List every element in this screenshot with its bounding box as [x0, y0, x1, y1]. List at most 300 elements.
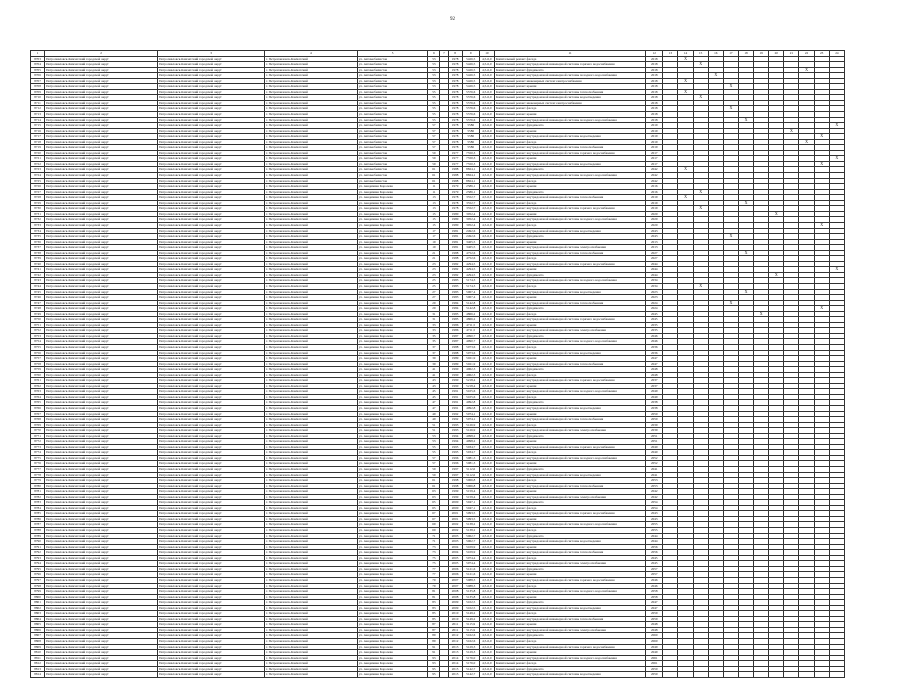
table-cell: 8763 — [31, 389, 45, 395]
table-cell: 1980 — [448, 222, 462, 228]
table-cell: ул. Академика Королева — [357, 539, 428, 545]
table-cell: ул. Академика Королева — [357, 267, 428, 273]
table-cell: Петропавловск-Камчатский городской округ — [158, 228, 265, 234]
table-cell: 5073,6 — [462, 344, 479, 350]
table-cell: г. Петропавловск-Камчатский — [264, 589, 357, 595]
table-cell: г. Петропавловск-Камчатский — [264, 533, 357, 539]
table-cell: 1982 — [448, 261, 462, 267]
table-cell: 2046 — [646, 339, 663, 345]
table-cell: г. Петропавловск-Камчатский — [264, 505, 357, 511]
table-cell: 4,5-6,0 — [479, 178, 494, 184]
table-cell: Капитальный ремонт фасада — [494, 555, 645, 561]
table-cell: Капитальный ремонт внутридомовой инженерной системы водоотведения — [494, 539, 645, 545]
table-cell: 2043 — [646, 228, 663, 234]
table-cell: 75 — [428, 561, 440, 567]
mark-cell — [769, 672, 784, 678]
table-cell: 2040 — [646, 444, 663, 450]
mark-cell — [663, 672, 678, 678]
table-cell: Петропавловск-Камчатский городской округ — [45, 378, 158, 384]
table-cell: 4,5-6,0 — [479, 84, 494, 90]
table-cell: 8824,1 — [462, 167, 479, 173]
table-cell: Петропавловск-Камчатский городской округ — [45, 112, 158, 118]
table-cell: Капитальный ремонт фасада — [494, 661, 645, 667]
table-cell: 77 — [428, 566, 440, 572]
table-cell: 1989 — [448, 361, 462, 367]
table-cell: ул. Академика Королева — [357, 339, 428, 345]
table-cell: 8703 — [31, 56, 45, 62]
table-cell: Петропавловск-Камчатский городской округ — [45, 89, 158, 95]
table-cell: 4,5-6,0 — [479, 62, 494, 68]
table-cell: 1982 — [448, 272, 462, 278]
table-cell: 4752,6 — [462, 256, 479, 262]
column-header: 7 — [440, 51, 448, 57]
table-cell: 2020 — [646, 217, 663, 223]
table-cell: 4990,7 — [462, 339, 479, 345]
table-cell: Петропавловск-Камчатский городской округ — [158, 383, 265, 389]
table-cell: ул. Академика Королева — [357, 289, 428, 295]
table-cell: 8806 — [31, 627, 45, 633]
table-cell: 8799 — [31, 589, 45, 595]
table-cell: г. Петропавловск-Камчатский — [264, 95, 357, 101]
table-cell: 5121,6 — [462, 566, 479, 572]
table-cell: 5586 — [462, 128, 479, 134]
table-cell: 1994 — [448, 433, 462, 439]
table-cell: Петропавловск-Камчатский городской округ — [158, 483, 265, 489]
table-cell: ул. Автомобилистов — [357, 156, 428, 162]
table-cell: 4,5-6,0 — [479, 73, 494, 79]
table-cell: 5142,7 — [462, 672, 479, 678]
table-cell: 59 — [428, 467, 440, 473]
table-cell: 5093,5 — [462, 516, 479, 522]
table-cell: 49 — [428, 417, 440, 423]
table-cell: г. Петропавловск-Камчатский — [264, 261, 357, 267]
table-cell: 4,5-6,0 — [479, 173, 494, 179]
table-cell: Петропавловск-Камчатский городской округ — [158, 195, 265, 201]
table-cell: 8769 — [31, 422, 45, 428]
mark-cell — [723, 672, 738, 678]
table-cell: 2492,6 — [462, 234, 479, 240]
table-cell: 29 — [428, 306, 440, 312]
table-cell: Капитальный ремонт фундамента — [494, 189, 645, 195]
table-cell: Петропавловск-Камчатский городской округ — [158, 356, 265, 362]
table-cell: Петропавловск-Камчатский городской округ — [158, 250, 265, 256]
table-cell: 1978 — [448, 78, 462, 84]
table-cell: ул. Академика Королева — [357, 522, 428, 528]
table-cell: 2009 — [448, 605, 462, 611]
table-cell: 2014 — [448, 655, 462, 661]
table-cell: 81 — [428, 594, 440, 600]
table-cell: ул. Академика Королева — [357, 555, 428, 561]
table-cell: Петропавловск-Камчатский городской округ — [45, 472, 158, 478]
table-cell: Петропавловск-Камчатский городской округ — [158, 278, 265, 284]
table-cell: 1978 — [448, 100, 462, 106]
mark-cell: X — [693, 283, 708, 289]
mark-cell: X — [723, 84, 738, 90]
table-cell: 8810 — [31, 650, 45, 656]
table-cell: г. Петропавловск-Камчатский — [264, 117, 357, 123]
table-cell: 5074,1 — [462, 417, 479, 423]
table-cell: г. Петропавловск-Камчатский — [264, 361, 357, 367]
table-cell: 1990 — [448, 367, 462, 373]
table-cell: 5109,9 — [462, 544, 479, 550]
table-cell: г. Петропавловск-Камчатский — [264, 516, 357, 522]
table-cell: ул. Автомобилистов — [357, 84, 428, 90]
table-cell: 8729 — [31, 200, 45, 206]
table-cell: Капитальный ремонт внутридомовой инженерной системы теплоснабжения — [494, 550, 645, 556]
table-cell: 4,5-6,0 — [479, 100, 494, 106]
table-cell: ул. Академика Королева — [357, 295, 428, 301]
table-cell: Петропавловск-Камчатский городской округ — [158, 344, 265, 350]
table-cell: Петропавловск-Камчатский городской округ — [158, 666, 265, 672]
table-cell: 21 — [428, 250, 440, 256]
table-cell: ул. Академика Королева — [357, 195, 428, 201]
table-cell: Петропавловск-Камчатский городской округ — [158, 661, 265, 667]
mark-cell: X — [814, 222, 829, 228]
table-cell: 2039 — [646, 422, 663, 428]
table-cell: Капитальный ремонт внутридомовой инженерной системы холодного водоснабжения — [494, 655, 645, 661]
table-cell: 1997 — [448, 472, 462, 478]
table-cell: 8798 — [31, 583, 45, 589]
table-cell: 8713 — [31, 112, 45, 118]
table-cell: Петропавловск-Камчатский городской округ — [158, 173, 265, 179]
table-cell: ул. Академика Королева — [357, 300, 428, 306]
table-cell: Петропавловск-Камчатский городской округ — [158, 67, 265, 73]
table-cell: 4,5-6,0 — [479, 56, 494, 62]
table-cell: Петропавловск-Камчатский городской округ — [158, 655, 265, 661]
table-cell: 4,5-6,0 — [479, 367, 494, 373]
table-cell: 2053 — [646, 478, 663, 484]
table-cell: 5021,9 — [462, 356, 479, 362]
table-cell: г. Петропавловск-Камчатский — [264, 494, 357, 500]
table-cell: ул. Академика Королева — [357, 361, 428, 367]
table-cell: 2045 — [646, 555, 663, 561]
table-cell: 5112,6 — [462, 467, 479, 473]
table-cell: 8706 — [31, 73, 45, 79]
table-cell: Петропавловск-Камчатский городской округ — [45, 589, 158, 595]
table-cell: 2046 — [646, 577, 663, 583]
table-cell: 15 — [428, 217, 440, 223]
table-cell: Петропавловск-Камчатский городской округ — [45, 161, 158, 167]
table-cell: 8792 — [31, 550, 45, 556]
table-cell: 2037 — [646, 383, 663, 389]
table-cell: Петропавловск-Камчатский городской округ — [158, 555, 265, 561]
table-cell: 1994 — [448, 439, 462, 445]
table-cell: 4,5-6,0 — [479, 234, 494, 240]
table-cell: 4,5-6,0 — [479, 422, 494, 428]
table-cell: г. Петропавловск-Камчатский — [264, 644, 357, 650]
table-cell: Петропавловск-Камчатский городской округ — [158, 611, 265, 617]
table-cell: Капитальный ремонт крыши — [494, 594, 645, 600]
table-cell: 2044 — [646, 533, 663, 539]
table-cell: 4,5-6,0 — [479, 239, 494, 245]
table-cell: 23 — [428, 261, 440, 267]
table-cell: ул. Академика Королева — [357, 234, 428, 240]
table-cell: ул. Академика Королева — [357, 406, 428, 412]
table-cell: Петропавловск-Камчатский городской округ — [45, 189, 158, 195]
table-cell: Петропавловск-Камчатский городской округ — [158, 455, 265, 461]
table-cell: 4,5-6,0 — [479, 467, 494, 473]
table-cell: Петропавловск-Камчатский городской округ — [158, 150, 265, 156]
table-cell: 57 — [428, 134, 440, 140]
column-header: 1 — [31, 51, 45, 57]
table-cell: 4,5-6,0 — [479, 117, 494, 123]
table-cell: ул. Автомобилистов — [357, 112, 428, 118]
table-cell: Петропавловск-Камчатский городской округ — [158, 178, 265, 184]
table-cell: г. Петропавловск-Камчатский — [264, 106, 357, 112]
table-cell: Капитальный ремонт внутридомовой инженерной системы водоотведения — [494, 350, 645, 356]
table-cell: 8734 — [31, 228, 45, 234]
table-cell: г. Петропавловск-Камчатский — [264, 222, 357, 228]
table-cell: 2058 — [646, 594, 663, 600]
table-cell: 4,5-6,0 — [479, 295, 494, 301]
table-cell: ул. Автомобилистов — [357, 128, 428, 134]
table-cell: 5176,0 — [462, 661, 479, 667]
table-cell: 2002 — [448, 522, 462, 528]
table-cell: 8765 — [31, 400, 45, 406]
table-cell: 4,5-6,0 — [479, 478, 494, 484]
table-cell: 8749 — [31, 311, 45, 317]
table-cell: 2049 — [646, 650, 663, 656]
table-cell: 4,5-6,0 — [479, 139, 494, 145]
table-cell: Капитальный ремонт фундамента — [494, 467, 645, 473]
table-cell: 4,5-6,0 — [479, 577, 494, 583]
table-cell: 4,5-6,0 — [479, 566, 494, 572]
table-cell: Петропавловск-Камчатский городской округ — [158, 472, 265, 478]
table-cell: Капитальный ремонт внутридомовой инженерной системы горячего водоснабжения — [494, 378, 645, 384]
table-cell: ул. Академика Королева — [357, 239, 428, 245]
table-cell: г. Петропавловск-Камчатский — [264, 78, 357, 84]
table-cell: 8727 — [31, 189, 45, 195]
table-cell: Петропавловск-Камчатский городской округ — [158, 583, 265, 589]
table-cell: 2586,1 — [462, 189, 479, 195]
table-cell: 1983 — [448, 278, 462, 284]
table-cell: 83 — [428, 600, 440, 606]
table-cell: Капитальный ремонт внутридомовой инженерной системы холодного водоснабжения — [494, 73, 645, 79]
table-cell: 71 — [428, 539, 440, 545]
table-cell: г. Петропавловск-Камчатский — [264, 256, 357, 262]
table-cell: 2057 — [646, 566, 663, 572]
table-cell: 5576,6 — [462, 106, 479, 112]
table-cell: Петропавловск-Камчатский городской округ — [158, 516, 265, 522]
table-cell: 53 — [428, 433, 440, 439]
table-cell: 4,5-6,0 — [479, 561, 494, 567]
table-cell: ул. Автомобилистов — [357, 117, 428, 123]
table-cell: 8803 — [31, 611, 45, 617]
table-cell: 2059 — [646, 611, 663, 617]
table-cell: ул. Академика Королева — [357, 261, 428, 267]
table-cell: ул. Автомобилистов — [357, 167, 428, 173]
table-cell: 8757 — [31, 356, 45, 362]
table-cell: 31 — [428, 311, 440, 317]
table-cell: 4,5-6,0 — [479, 156, 494, 162]
table-cell: 3052,4 — [462, 211, 479, 217]
table-cell: 2001 — [448, 516, 462, 522]
table-cell: 1996 — [448, 461, 462, 467]
table-cell: Петропавловск-Камчатский городской округ — [158, 112, 265, 118]
table-cell: Капитальный ремонт внутридомовой инженерной системы теплоснабжения — [494, 361, 645, 367]
table-cell: 4,5-6,0 — [479, 522, 494, 528]
table-cell: 4,5-6,0 — [479, 411, 494, 417]
table-cell: 4,5-6,0 — [479, 89, 494, 95]
table-cell: 37 — [428, 344, 440, 350]
table-cell: ул. Академика Королева — [357, 533, 428, 539]
table-cell: Петропавловск-Камчатский городской округ — [45, 439, 158, 445]
table-cell: Петропавловск-Камчатский городской округ — [158, 505, 265, 511]
table-cell: 1983 — [448, 295, 462, 301]
table-cell: 4,5-6,0 — [479, 661, 494, 667]
table-cell: Петропавловск-Камчатский городской округ — [158, 600, 265, 606]
table-cell: 4998,2 — [462, 433, 479, 439]
table-cell: 2012 — [448, 633, 462, 639]
table-cell: ул. Академика Королева — [357, 511, 428, 517]
table-cell: Капитальный ремонт внутридомовой инженерной системы холодного водоснабжения — [494, 173, 645, 179]
table-cell: 2046 — [646, 333, 663, 339]
table-cell: 2012 — [448, 638, 462, 644]
table-cell: Петропавловск-Камчатский городской округ — [45, 394, 158, 400]
table-cell: 4,5-6,0 — [479, 167, 494, 173]
table-cell: 2018 — [646, 78, 663, 84]
table-cell: 73 — [428, 544, 440, 550]
table-cell: 8796 — [31, 572, 45, 578]
column-header: 9 — [462, 51, 479, 57]
table-cell: 8737 — [31, 245, 45, 251]
table-cell: 8745 — [31, 289, 45, 295]
table-cell: ул. Академика Королева — [357, 217, 428, 223]
table-cell: г. Петропавловск-Камчатский — [264, 522, 357, 528]
table-cell: 5093,5 — [462, 511, 479, 517]
table-cell: 8800 — [31, 594, 45, 600]
table-cell: 33 — [428, 322, 440, 328]
table-cell: 4,5-6,0 — [479, 378, 494, 384]
table-row — [31, 672, 845, 678]
table-cell: 15 — [428, 222, 440, 228]
table-cell: 2002 — [448, 528, 462, 534]
table-cell: 8752 — [31, 328, 45, 334]
table-cell: 1978 — [448, 123, 462, 129]
table-cell: Петропавловск-Камчатский городской округ — [158, 117, 265, 123]
table-cell: 1984 — [448, 306, 462, 312]
table-cell: Петропавловск-Камчатский городской округ — [45, 67, 158, 73]
table-cell: ул. Академика Королева — [357, 411, 428, 417]
mark-cell — [784, 672, 799, 678]
table-cell: Петропавловск-Камчатский городской округ — [158, 350, 265, 356]
table-cell: ул. Академика Королева — [357, 572, 428, 578]
table-cell: ул. Академика Королева — [357, 328, 428, 334]
table-cell: 2009 — [448, 600, 462, 606]
table-cell: 1996 — [448, 455, 462, 461]
table-cell: 8720 — [31, 150, 45, 156]
table-cell: Петропавловск-Камчатский городской округ — [45, 123, 158, 129]
table-cell: 8759 — [31, 367, 45, 373]
table-cell: г. Петропавловск-Камчатский — [264, 666, 357, 672]
table-cell: 3052,4 — [462, 222, 479, 228]
table-cell: 2061 — [646, 655, 663, 661]
table-cell: г. Петропавловск-Камчатский — [264, 62, 357, 68]
table-cell: г. Петропавловск-Камчатский — [264, 56, 357, 62]
table-cell: 57 — [428, 145, 440, 151]
table-cell: 4,5-6,0 — [479, 333, 494, 339]
table-cell: 2049 — [646, 394, 663, 400]
table-cell: 5576,6 — [462, 89, 479, 95]
table-cell: Петропавловск-Камчатский городской округ — [45, 195, 158, 201]
table-cell: 2019 — [646, 123, 663, 129]
table-cell: 2018 — [646, 56, 663, 62]
table-cell: 3552,7 — [462, 195, 479, 201]
table-cell: 4962,3 — [462, 367, 479, 373]
table-cell: ул. Академика Королева — [357, 577, 428, 583]
table-cell: Капитальный ремонт крыши — [494, 295, 645, 301]
table-cell: ул. Академика Королева — [357, 622, 428, 628]
table-cell: 4,5-6,0 — [479, 544, 494, 550]
table-cell: 5162,6 — [462, 633, 479, 639]
table-cell: Петропавловск-Камчатский городской округ — [158, 494, 265, 500]
table-cell: Петропавловск-Камчатский городской округ — [158, 161, 265, 167]
table-cell: Петропавловск-Камчатский городской округ — [158, 411, 265, 417]
table-cell: 2018 — [646, 62, 663, 68]
table-cell: 8778 — [31, 472, 45, 478]
table-cell: Петропавловск-Камчатский городской округ — [158, 433, 265, 439]
table-cell: г. Петропавловск-Камчатский — [264, 417, 357, 423]
table-cell: 5066,8 — [462, 483, 479, 489]
table-cell: Петропавловск-Камчатский городской округ — [158, 627, 265, 633]
table-cell: 1990 — [448, 378, 462, 384]
table-cell: 69 — [428, 528, 440, 534]
table-cell: 61 — [428, 173, 440, 179]
table-cell: 8723 — [31, 167, 45, 173]
table-cell: 95 — [428, 666, 440, 672]
table-cell: 8716 — [31, 128, 45, 134]
table-cell: 2003 — [448, 539, 462, 545]
table-cell: 11 — [428, 184, 440, 190]
table-cell: 4,5-6,0 — [479, 211, 494, 217]
table-cell: ул. Академика Королева — [357, 589, 428, 595]
table-cell: 57 — [428, 461, 440, 467]
table-cell: 1978 — [448, 95, 462, 101]
table-cell: 4,5-6,0 — [479, 283, 494, 289]
table-cell: 2586,1 — [462, 184, 479, 190]
table-cell: Капитальный ремонт внутридомовой инженерной системы электроснабжения — [494, 428, 645, 434]
table-cell: 5138,2 — [462, 528, 479, 534]
table-cell: 95 — [428, 672, 440, 678]
table-cell: 1998 — [448, 478, 462, 484]
table-cell: 37 — [428, 350, 440, 356]
table-cell: Петропавловск-Камчатский городской округ — [45, 278, 158, 284]
table-cell: г. Петропавловск-Камчатский — [264, 544, 357, 550]
table-cell: 2055 — [646, 528, 663, 534]
table-cell: 4,5-6,0 — [479, 444, 494, 450]
table-cell: 2045 — [646, 311, 663, 317]
table-cell: ул. Академика Королева — [357, 228, 428, 234]
table-cell: ул. Академика Королева — [357, 184, 428, 190]
table-cell: Петропавловск-Камчатский городской округ — [158, 550, 265, 556]
table-cell: 8756 — [31, 350, 45, 356]
table-cell: Петропавловск-Камчатский городской округ — [45, 505, 158, 511]
table-cell: 1977 — [448, 156, 462, 162]
table-cell: 1988 — [448, 173, 462, 179]
table-cell: г. Петропавловск-Камчатский — [264, 627, 357, 633]
table-cell: Петропавловск-Камчатский городской округ — [158, 372, 265, 378]
table-cell: 4,5-6,0 — [479, 550, 494, 556]
table-cell: 5426,5 — [462, 84, 479, 90]
table-cell: Петропавловск-Камчатский городской округ — [45, 600, 158, 606]
table-cell: ул. Академика Королева — [357, 417, 428, 423]
table-cell: 61 — [428, 483, 440, 489]
table-cell: Капитальный ремонт крыши — [494, 112, 645, 118]
table-cell: 4,5-6,0 — [479, 339, 494, 345]
table-cell: 8747 — [31, 300, 45, 306]
table-cell: Петропавловск-Камчатский городской округ — [158, 378, 265, 384]
table-cell: Капитальный ремонт фасада — [494, 611, 645, 617]
